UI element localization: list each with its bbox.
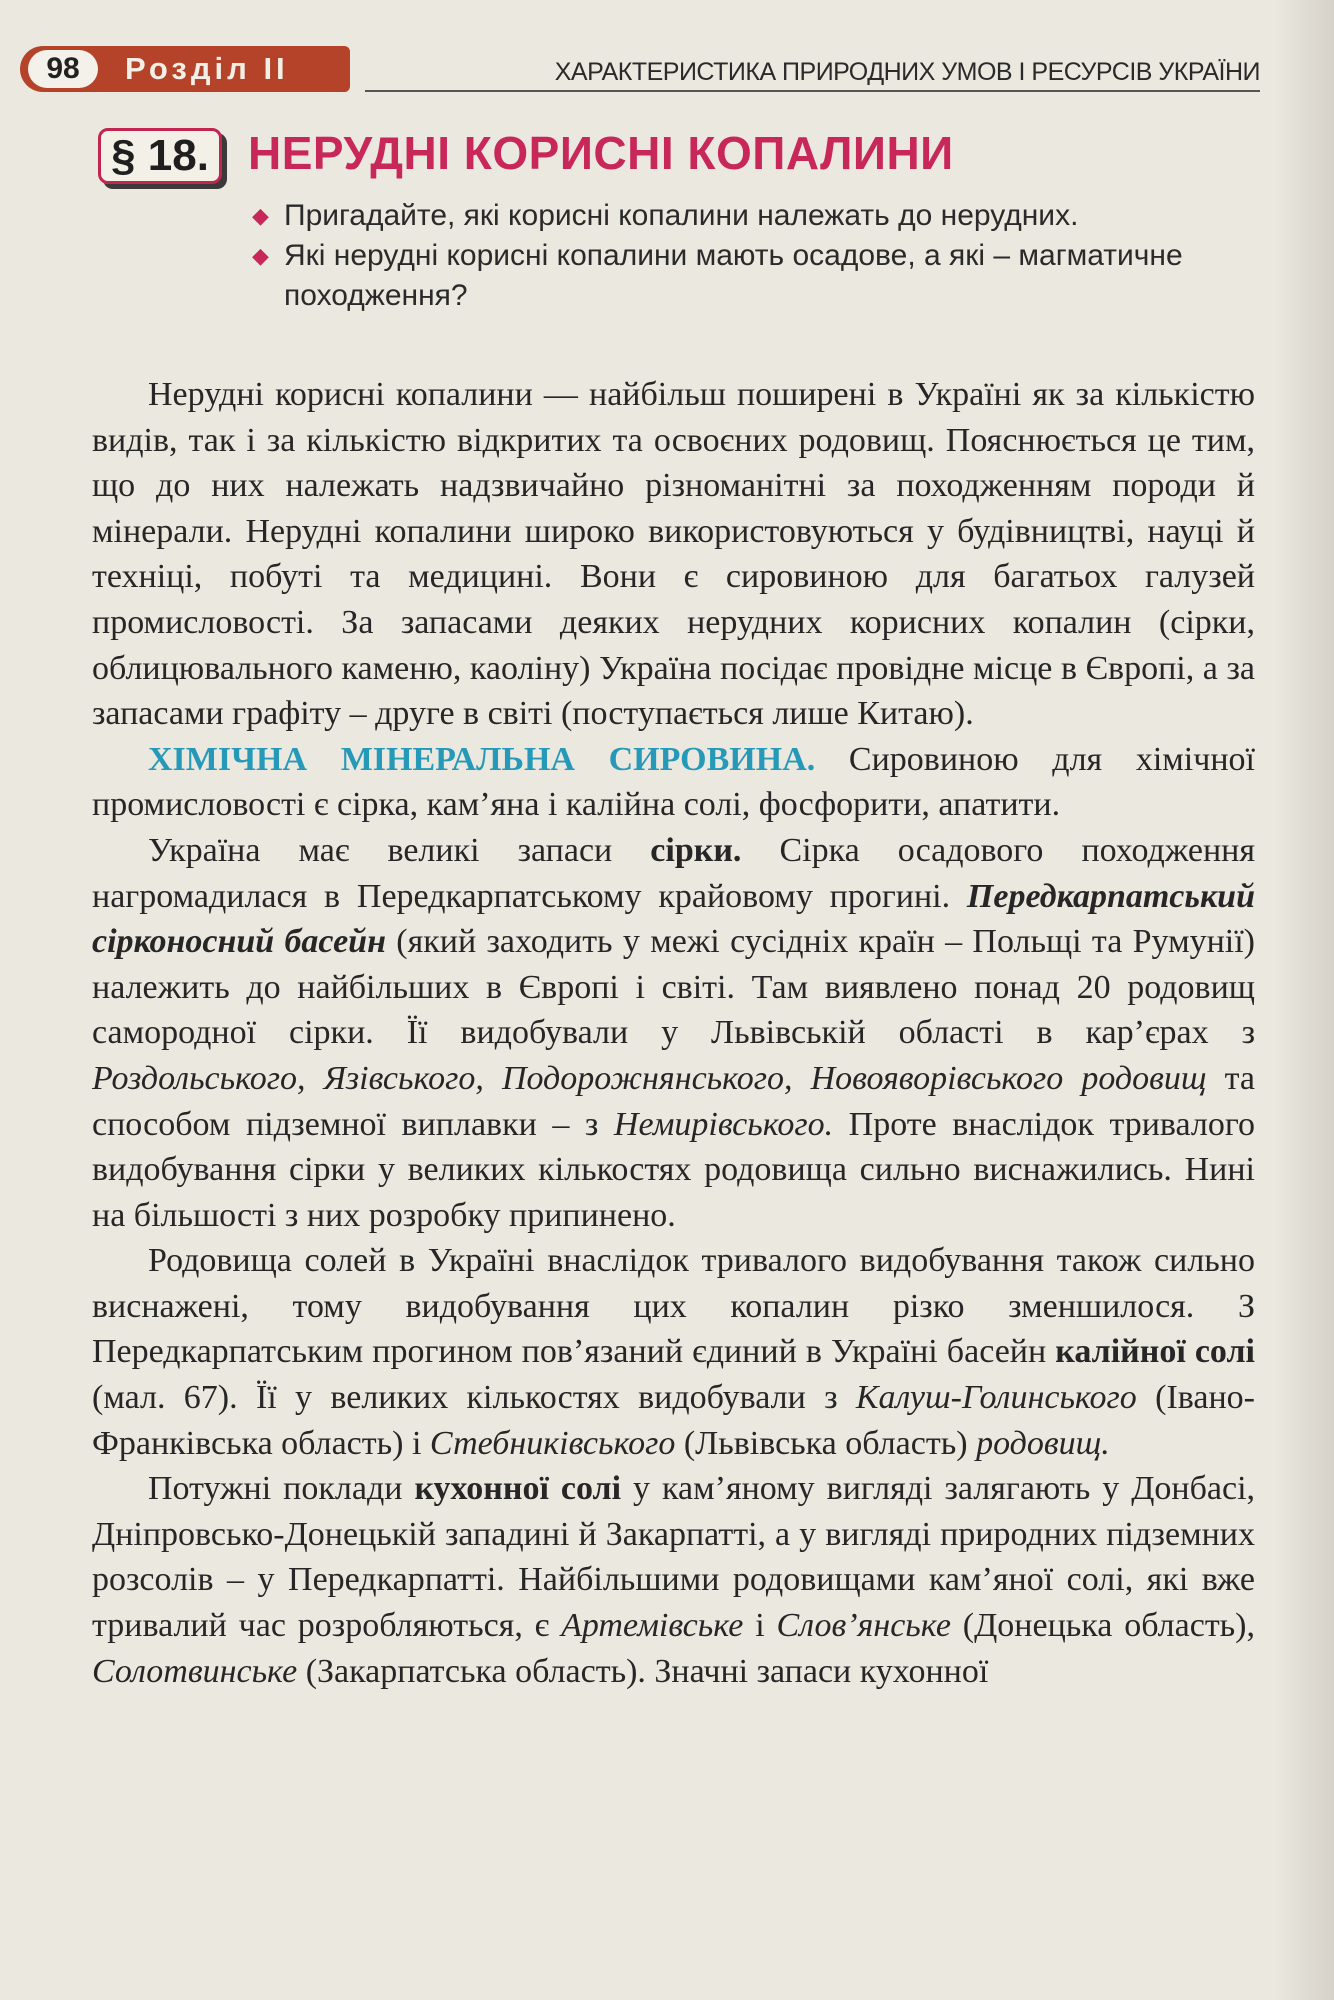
term-sulfur: сірки. bbox=[650, 831, 742, 869]
question-text: Пригадайте, які корисні копалини належать до нерудних. bbox=[284, 199, 1079, 232]
paragraph-text: Сировиною для хімічної промисловості є сірка, кам’яна і калійна солі, фосфорити, апатити. bbox=[92, 740, 1255, 824]
question-item bbox=[250, 196, 1250, 236]
deposit-name: Немирівського. bbox=[613, 1105, 834, 1143]
paragraph-sulfur bbox=[92, 828, 1255, 1238]
paragraph-intro: Нерудні корисні копалини — найбільш поширені в Україні як за кількістю видів, так і за кількістю відкритих та освоєних родовищ. Пояснюється це тим, що до них належать надзвичайно різноманітні за походженням породи й мінерали. Нерудні копалини широко використовуються у будівництві, науці й техніці, побуті та медицині. Вони є сировиною для багатьох галузей промисловості. За запасами деяких нерудних корисних копалин (сірки, облицювального каменю, каоліну) Україна посідає провідне місце в Європі, а за запасами графіту – друге в світі (поступається лише Китаю). bbox=[92, 376, 1255, 733]
page-edge-shadow bbox=[1274, 0, 1334, 2000]
paragraph-chemical bbox=[92, 737, 1255, 828]
paragraph-text: (який заходить у межі сусідніх країн – Польщі та Румунії) належить до найбільших в Європі і світі. Там виявлено понад 20 родовищ самородної сірки. Її видобували у Львівській області в кар’єрах з bbox=[92, 923, 1255, 1052]
paragraph-text: Родовища солей в Україні внаслідок тривалого видобування також сильно виснажені, тому видобування цих копалин різко зменшилося. З Передкарпатським прогином пов’язаний єдиний в Україні басейн bbox=[92, 1242, 1255, 1371]
paragraph-text: Україна має великі запаси bbox=[148, 831, 651, 869]
diamond-bullet-icon: ◆ bbox=[252, 203, 269, 228]
paragraph-number: § 18. bbox=[98, 128, 222, 184]
paragraph-text: і bbox=[743, 1607, 777, 1645]
deposit-word: родовищ. bbox=[976, 1424, 1110, 1462]
deposit-names: Роздольського, Язівського, Подорожнянського, Новояворівського родовищ bbox=[92, 1059, 1207, 1097]
page-header bbox=[20, 40, 1260, 100]
running-title: ХАРАКТЕРИСТИКА ПРИРОДНИХ УМОВ І РЕСУРСІВ УКРАЇНИ bbox=[554, 58, 1260, 86]
paragraph-text: (мал. 67). Її у великих кількостях видобували з bbox=[92, 1379, 856, 1417]
paragraph-text: Сірка осадового походження нагромадилася в Передкарпатському крайовому прогині. bbox=[92, 831, 1255, 915]
term-potash-salt: калійної солі bbox=[1055, 1333, 1255, 1371]
main-text bbox=[92, 372, 1255, 1694]
paragraph-text: (Івано-Франківська область) і bbox=[92, 1379, 1256, 1462]
paragraph-text: у кам’яному вигляді залягають у Донбасі, Дніпровсько-Донецькій западині й Закарпатті, а у вигляді природних підземних розсолів – у Передкарпатті. Найбільшими родовищами кам’яної солі, які вже тривалий час розробляються, є bbox=[92, 1470, 1256, 1645]
question-text: Які нерудні корисні копалини мають осадове, а які – магматичне походження? bbox=[284, 239, 1183, 312]
section-label: Розділ II bbox=[125, 51, 289, 86]
deposit-name: Артемівське bbox=[561, 1607, 744, 1645]
deposit-name: Слов’янське bbox=[776, 1607, 951, 1645]
paragraph-text: Проте внаслідок тривалого видобування сірки у великих кількостях родовища сильно виснажились. Нині на більшості з них розробку припинено. bbox=[92, 1105, 1255, 1234]
term-table-salt: кухонної солі bbox=[414, 1470, 622, 1508]
review-questions bbox=[250, 196, 1250, 316]
deposit-name: Солотвинське bbox=[92, 1652, 298, 1690]
header-rule bbox=[365, 90, 1260, 92]
paragraph-text: та способом підземної виплавки – з bbox=[92, 1059, 1255, 1143]
paragraph-text: (Закарпатська область). Значні запаси кухонної bbox=[297, 1652, 989, 1690]
paragraph-text: Потужні поклади bbox=[148, 1470, 415, 1508]
page-number: 98 bbox=[28, 50, 98, 88]
question-item bbox=[250, 236, 1250, 316]
page-title: НЕРУДНІ КОРИСНІ КОПАЛИНИ bbox=[248, 127, 954, 179]
term-basin: Передкарпатський сірконосний басейн bbox=[92, 877, 1255, 961]
deposit-name: Калуш-Голинського bbox=[855, 1379, 1137, 1417]
diamond-bullet-icon: ◆ bbox=[252, 243, 269, 268]
paragraph-text: (Донецька область), bbox=[950, 1607, 1256, 1645]
deposit-name: Стебниківського bbox=[429, 1424, 676, 1462]
paragraph-table-salt bbox=[92, 1466, 1255, 1694]
paragraph-text: (Львівська область) bbox=[675, 1424, 977, 1462]
subheading-chemical: ХІМІЧНА МІНЕРАЛЬНА СИРОВИНА. bbox=[148, 740, 816, 778]
paragraph-salts bbox=[92, 1238, 1255, 1466]
